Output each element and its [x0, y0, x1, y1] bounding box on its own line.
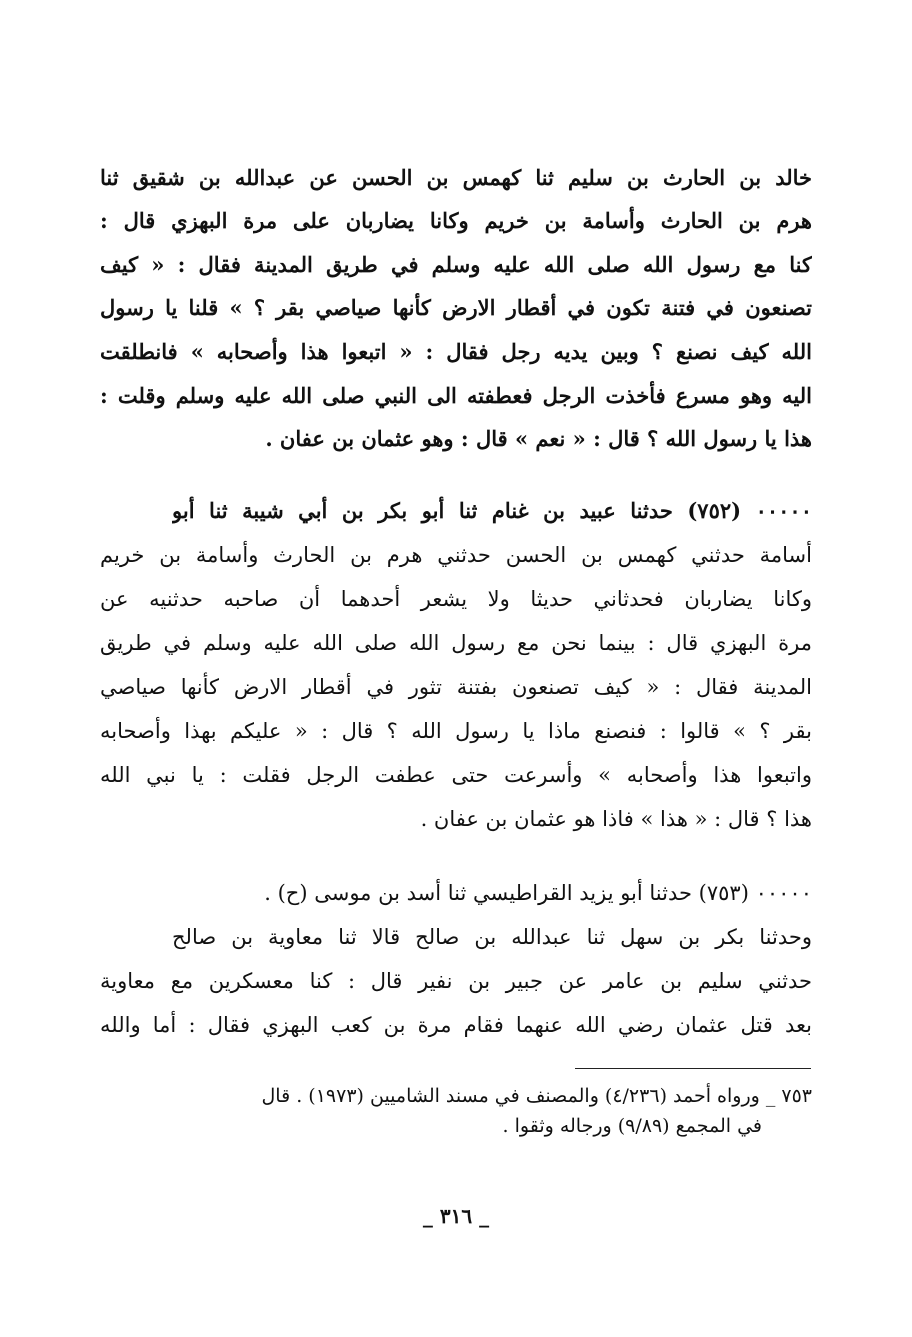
text-line: اليه وهو مسرع فأخذت الرجل فعطفته الى النبي صلى الله عليه وسلم وقلت :	[100, 383, 812, 408]
text-line: وحدثنا بكر بن سهل ثنا عبدالله بن صالح قالا ثنا معاوية بن صالح	[172, 925, 812, 949]
hadith-752-heading-line: ٠٠٠٠٠ (٧٥٢) حدثنا عبيد بن غنام ثنا أبو بكر بن أبي شيبة ثنا أبو	[172, 498, 812, 523]
text-line: واتبعوا هذا وأصحابه » وأسرعت حتى عطفت الرجل فقلت : يا نبي الله	[100, 763, 812, 787]
footnote-divider	[575, 1068, 811, 1069]
text-line: مرة البهزي قال : بينما نحن مع رسول الله صلى الله عليه وسلم في طريق	[100, 631, 812, 655]
hadith-753-heading-line: ٠٠٠٠٠ (٧٥٣) حدثنا أبو يزيد القراطيسي ثنا أسد بن موسى (ح) .	[264, 881, 812, 905]
text-line: بعد قتل عثمان رضي الله عنهما فقام مرة بن كعب البهزي فقال : أما والله	[100, 1013, 812, 1037]
text-line: وكانا يضاربان فحدثاني حديثا ولا يشعر أحدهما أن صاحبه حدثنيه عن	[100, 587, 812, 611]
page-number: _ ٣١٦ _	[422, 1204, 490, 1228]
text-line: المدينة فقال : « كيف تصنعون بفتنة تثور في أقطار الارض كأنها صياصي	[100, 675, 812, 699]
text-line: حدثني سليم بن عامر عن جبير بن نفير قال : كنا معسكرين مع معاوية	[100, 969, 812, 993]
footnote-line: في المجمع (٩/٨٩) ورجاله وثقوا .	[502, 1115, 762, 1137]
text-line: هذا يا رسول الله ؟ قال : « نعم » قال : وهو عثمان بن عفان .	[265, 426, 812, 451]
text-line: كنا مع رسول الله صلى الله عليه وسلم في طريق المدينة فقال : « كيف	[100, 252, 812, 277]
text-line: بقر ؟ » قالوا : فنصنع ماذا يا رسول الله ؟ قال : « عليكم بهذا وأصحابه	[100, 719, 812, 743]
text-line: هرم بن الحارث وأسامة بن خريم وكانا يضاربان على مرة البهزي قال :	[100, 208, 812, 233]
footnote-line: ٧٥٣ _ ورواه أحمد (٤/٢٣٦) والمصنف في مسند الشاميين (١٩٧٣) . قال	[261, 1085, 812, 1107]
text-line: تصنعون في فتنة تكون في أقطار الارض كأنها صياصي بقر ؟ » قلنا يا رسول	[100, 295, 812, 320]
text-line: خالد بن الحارث بن سليم ثنا كهمس بن الحسن عن عبدالله بن شقيق ثنا	[100, 165, 812, 190]
text-line: الله كيف نصنع ؟ وبين يديه رجل فقال : « اتبعوا هذا وأصحابه » فانطلقت	[100, 339, 812, 364]
text-line: هذا ؟ قال : « هذا » فاذا هو عثمان بن عفان .	[420, 807, 812, 831]
text-line: أسامة حدثني كهمس بن الحسن حدثني هرم بن الحارث وأسامة بن خريم	[100, 543, 812, 567]
